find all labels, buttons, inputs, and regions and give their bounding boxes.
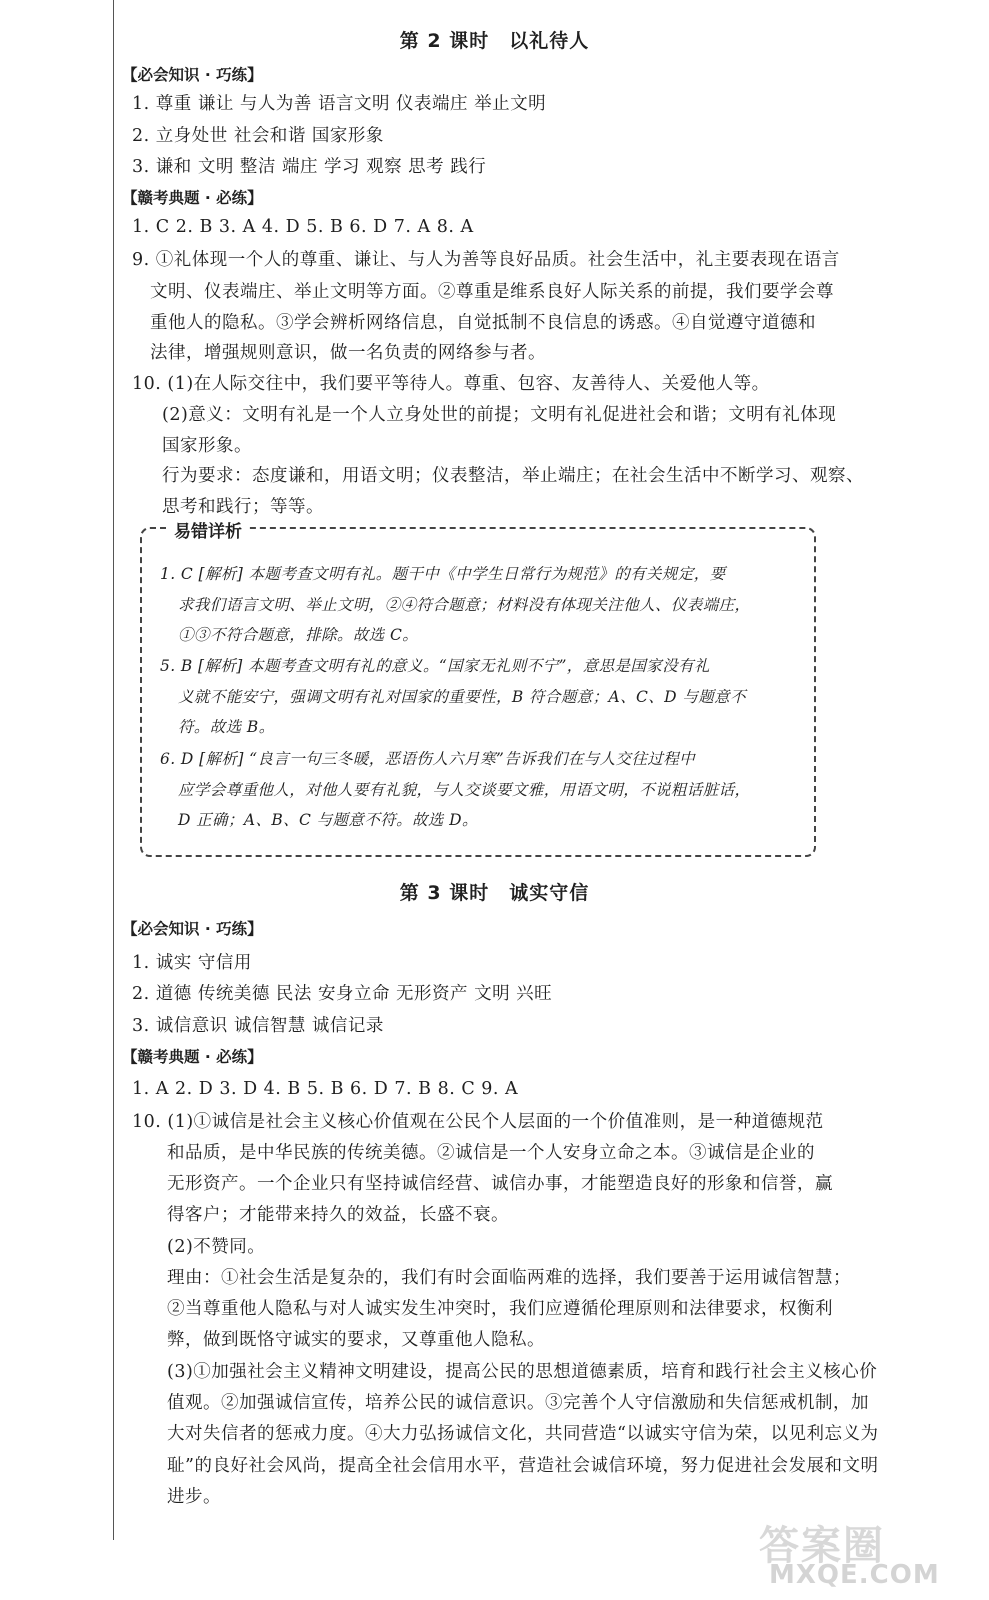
lesson2-answer-line: (2)意义：文明有礼是一个人立身处世的前提；文明有礼促进社会和谐；文明有礼体现 — [162, 405, 837, 425]
lesson2-knowledge-line: 1. 尊重 谦让 与人为善 语言文明 仪表端庄 举止文明 — [132, 94, 547, 114]
error-analysis-label: 易错详析 — [168, 519, 248, 545]
page-margin-line — [113, 0, 114, 1540]
lesson2-knowledge-header: 【必会知识 · 巧练】 — [122, 66, 263, 84]
lesson2-answer-line: 9. ①礼体现一个人的尊重、谦让、与人为善等良好品质。社会生活中，礼主要表现在语言 — [132, 250, 840, 270]
lesson2-answer-line: 重他人的隐私。③学会辨析网络信息，自觉抵制不良信息的诱惑。④自觉遵守道德和 — [150, 313, 816, 333]
lesson2-answer-line: 思考和践行；等等。 — [162, 497, 324, 517]
error-analysis-line: D 正确；A、B、C 与题意不符。故选 D。 — [178, 811, 478, 829]
lesson3-answer-line: 值观。②加强诚信宣传，培养公民的诚信意识。③完善个人守信激励和失信惩戒机制，加 — [167, 1393, 869, 1413]
lesson3-knowledge-header: 【必会知识 · 巧练】 — [122, 920, 263, 938]
lesson3-answer-line: ②当尊重他人隐私与对人诚实发生冲突时，我们应遵循伦理原则和法律要求，权衡利 — [167, 1299, 833, 1319]
watermark-logo — [759, 1514, 969, 1592]
lesson3-answer-line: 无形资产。一个企业只有坚持诚信经营、诚信办事，才能塑造良好的形象和信誉，赢 — [167, 1174, 833, 1194]
lesson2-title: 第 2 课时 以礼待人 — [399, 30, 590, 52]
lesson2-exam-header: 【赣考典题 · 必练】 — [122, 189, 263, 207]
lesson3-answer-line: (2)不赞同。 — [167, 1237, 266, 1257]
lesson2-answer-line: 法律，增强规则意识，做一名负责的网络参与者。 — [150, 343, 546, 363]
lesson3-answer-line: 1. A 2. D 3. D 4. B 5. B 6. D 7. B 8. C 9. A — [132, 1079, 519, 1099]
error-analysis-line: 义就不能安宁，强调文明有礼对国家的重要性，B 符合题意；A、C、D 与题意不 — [178, 688, 746, 706]
lesson2-answer-line: 国家形象。 — [162, 436, 252, 456]
lesson2-answer-line: 行为要求：态度谦和，用语文明；仪表整洁，举止端庄；在社会生活中不断学习、观察、 — [162, 466, 864, 486]
lesson3-answer-line: (3)①加强社会主义精神文明建设，提高公民的思想道德素质，培育和践行社会主义核心价 — [167, 1362, 878, 1382]
lesson3-knowledge-line: 1. 诚实 守信用 — [132, 953, 252, 973]
lesson3-answer-line: 理由：①社会生活是复杂的，我们有时会面临两难的选择，我们要善于运用诚信智慧； — [167, 1268, 851, 1288]
watermark-url: MXQE.COM — [769, 1560, 940, 1590]
lesson2-answer-line: 文明、仪表端庄、举止文明等方面。②尊重是维系良好人际关系的前提，我们要学会尊 — [150, 282, 834, 302]
lesson2-answer-line: 1. C 2. B 3. A 4. D 5. B 6. D 7. A 8. A — [132, 217, 474, 237]
error-analysis-line: ①③不符合题意，排除。故选 C。 — [178, 626, 419, 644]
lesson3-answer-line: 耻”的良好社会风尚，提高全社会信用水平，营造社会诚信环境，努力促进社会发展和文明 — [167, 1456, 879, 1476]
lesson3-answer-line: 大对失信者的惩戒力度。④大力弘扬诚信文化，共同营造“以诚实守信为荣，以见利忘义为 — [167, 1424, 879, 1444]
lesson2-answer-line: 10. (1)在人际交往中，我们要平等待人。尊重、包容、友善待人、关爱他人等。 — [132, 374, 770, 394]
error-analysis-line: 6. D [解析] “良言一句三冬暖，恶语伤人六月寒”告诉我们在与人交往过程中 — [160, 750, 696, 768]
error-analysis-line: 5. B [解析] 本题考查文明有礼的意义。“国家无礼则不宁”，意思是国家没有礼 — [160, 657, 710, 675]
error-analysis-line: 1. C [解析] 本题考查文明有礼。题干中《中学生日常行为规范》的有关规定，要 — [160, 565, 726, 583]
lesson3-answer-line: 和品质，是中华民族的传统美德。②诚信是一个人安身立命之本。③诚信是企业的 — [167, 1143, 815, 1163]
watermark-text: 答案圈 — [759, 1523, 885, 1569]
lesson3-exam-header: 【赣考典题 · 必练】 — [122, 1048, 263, 1066]
lesson3-answer-line: 进步。 — [167, 1487, 221, 1507]
error-analysis-line: 应学会尊重他人，对他人要有礼貌，与人交谈要文雅，用语文明，不说粗话脏话， — [178, 781, 751, 799]
lesson3-answer-line: 得客户；才能带来持久的效益，长盛不衰。 — [167, 1205, 509, 1225]
lesson3-answer-line: 弊，做到既恪守诚实的要求，又尊重他人隐私。 — [167, 1330, 545, 1350]
error-analysis-line: 符。故选 B。 — [178, 718, 275, 736]
error-analysis-line: 求我们语言文明、举止文明，②④符合题意；材料没有体现关注他人、仪表端庄， — [178, 596, 751, 614]
lesson3-knowledge-line: 2. 道德 传统美德 民法 安身立命 无形资产 文明 兴旺 — [132, 984, 553, 1004]
lesson2-knowledge-line: 3. 谦和 文明 整洁 端庄 学习 观察 思考 践行 — [132, 157, 487, 177]
lesson2-knowledge-line: 2. 立身处世 社会和谐 国家形象 — [132, 126, 384, 146]
lesson3-title: 第 3 课时 诚实守信 — [399, 882, 590, 904]
lesson3-knowledge-line: 3. 诚信意识 诚信智慧 诚信记录 — [132, 1016, 384, 1036]
lesson3-answer-line: 10. (1)①诚信是社会主义核心价值观在公民个人层面的一个价值准则，是一种道德规范 — [132, 1112, 824, 1132]
